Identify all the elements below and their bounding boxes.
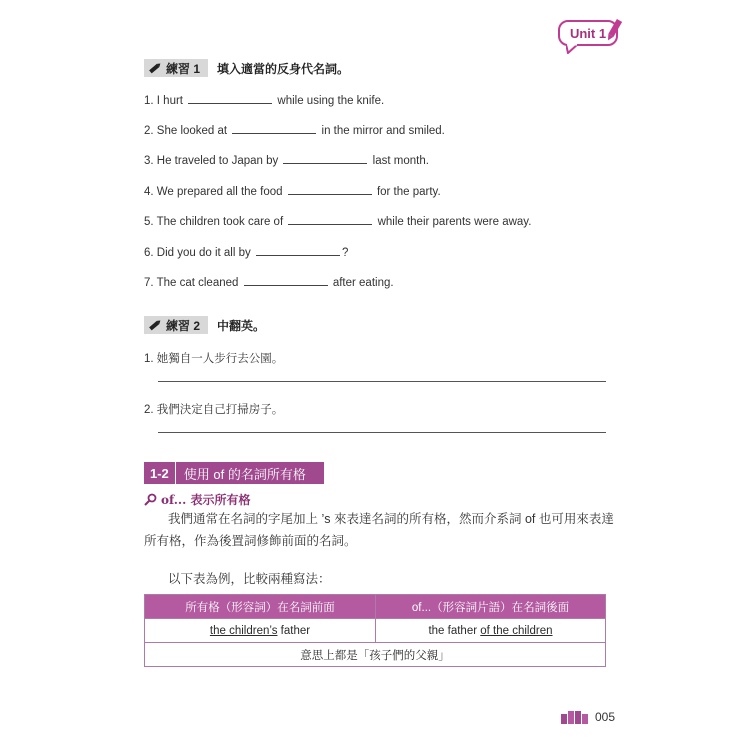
unit-badge: Unit 1 [558, 20, 618, 46]
table-header-cell: 所有格（形容詞）在名詞前面 [145, 595, 376, 619]
speech-tail-icon [566, 44, 580, 54]
answer-blank[interactable] [283, 153, 367, 164]
exercise2-tag-label: 練習 2 [166, 318, 201, 333]
exercise1-tag-label: 練習 1 [166, 61, 201, 76]
comparison-table [144, 594, 606, 667]
table-header-cell: of...（形容詞片語）在名詞後面 [376, 595, 606, 619]
answer-line-1[interactable] [158, 381, 606, 382]
table-cell: the children’s father [145, 619, 376, 643]
pencil-icon [148, 319, 162, 331]
table-header-row [145, 595, 606, 619]
magnifier-icon [144, 493, 157, 506]
translation-question-2: 2. 我們決定自己打掃房子。 [144, 404, 284, 416]
question-5: 5. The children took care of while their parents were away. [144, 216, 532, 228]
translation-question-1: 1. 她獨自一人步行去公園。 [144, 353, 284, 365]
answer-blank[interactable] [256, 245, 340, 256]
answer-blank[interactable] [288, 214, 372, 225]
question-3: 3. He traveled to Japan by last month. [144, 155, 429, 167]
answer-blank[interactable] [232, 123, 316, 134]
table-footer-cell: 意思上都是「孩子們的父親」 [145, 643, 606, 667]
subheading-text: of... 表示所有格 [161, 493, 251, 507]
question-6: 6. Did you do it all by ? [144, 247, 349, 259]
table-footer-row [145, 643, 606, 667]
answer-blank[interactable] [244, 275, 328, 286]
exercise2-header [144, 316, 265, 334]
table-row [145, 619, 606, 643]
exercise2-tag [144, 316, 208, 334]
table-intro: 以下表為例，比較兩種寫法： [168, 572, 331, 586]
exercise1-header [144, 59, 349, 77]
question-4: 4. We prepared all the food for the party. [144, 186, 441, 198]
paragraph-line-2: 所有格，作為後置詞修飾前面的名詞。 [144, 534, 357, 548]
paragraph-line-1: 我們通常在名詞的字尾加上 ’s 來表達名詞的所有格，然而介系詞 of 也可用來表達 [168, 512, 614, 526]
answer-blank[interactable] [188, 93, 272, 104]
table-cell: the father of the children [376, 619, 606, 643]
pencil-icon [148, 62, 162, 74]
subheading [144, 491, 250, 508]
exercise2-title: 中翻英。 [217, 318, 266, 333]
book-stack-icon [561, 710, 591, 724]
answer-blank[interactable] [288, 184, 372, 195]
section-title: 使用 of 的名詞所有格 [183, 466, 306, 482]
exercise1-title: 填入適當的反身代名詞。 [217, 61, 350, 76]
section-header [144, 462, 324, 484]
question-7: 7. The cat cleaned after eating. [144, 277, 394, 289]
page-number-text: 005 [595, 710, 616, 724]
question-1: 1. I hurt while using the knife. [144, 95, 385, 107]
section-number: 1-2 [144, 462, 176, 484]
answer-line-2[interactable] [158, 432, 606, 433]
exercise1-tag [144, 59, 208, 77]
question-2: 2. She looked at in the mirror and smiled. [144, 125, 445, 137]
pencil-decoration-icon [606, 17, 622, 43]
page-number [561, 710, 615, 724]
